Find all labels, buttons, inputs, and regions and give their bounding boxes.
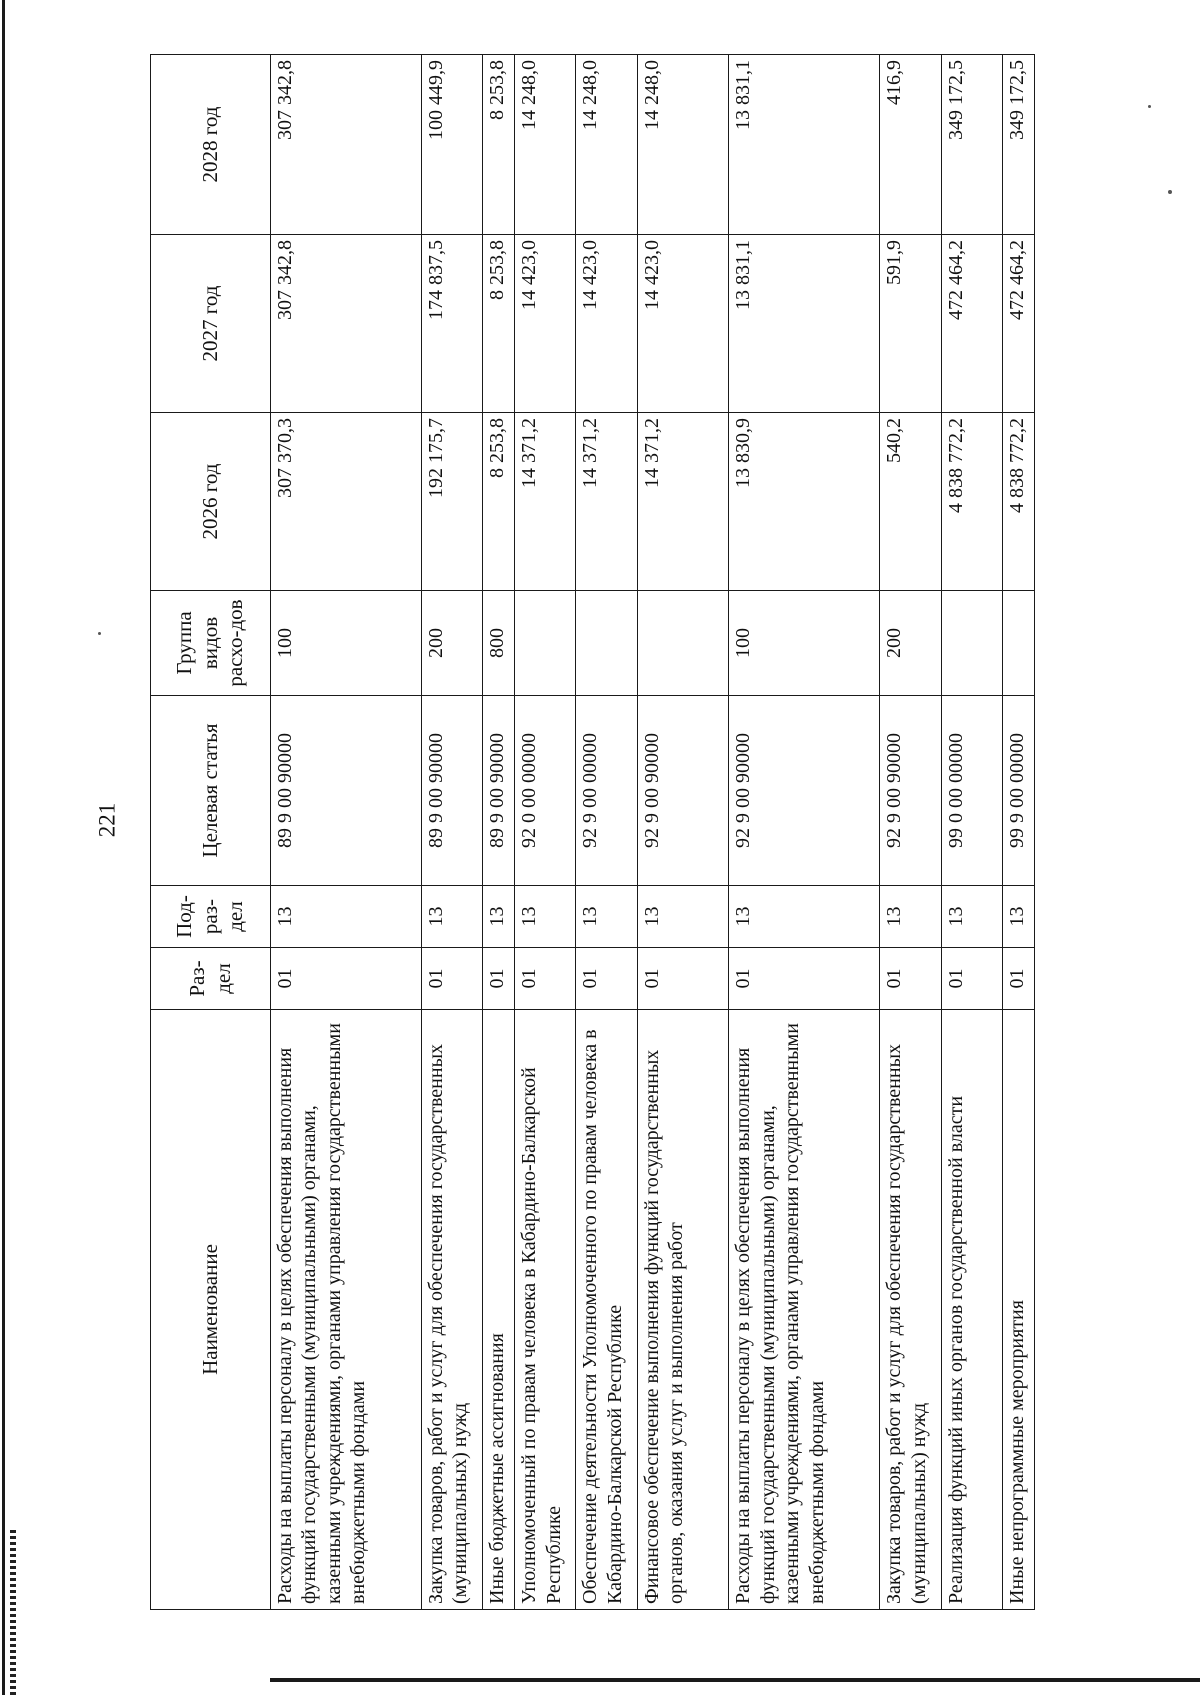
budget-table xyxy=(150,54,1035,1610)
row-2028: 307 342,8 xyxy=(271,55,422,235)
row-podrazdel: 13 xyxy=(515,886,576,948)
row-2028: 8 253,8 xyxy=(483,55,515,235)
row-gruppa: 200 xyxy=(880,591,941,696)
row-2026: 13 830,9 xyxy=(729,413,880,591)
row-gruppa: 200 xyxy=(421,591,482,696)
row-gruppa xyxy=(941,591,1002,696)
header-2026: 2026 год xyxy=(151,413,271,591)
table-row xyxy=(1002,55,1034,1610)
row-2027: 307 342,8 xyxy=(271,235,422,413)
page-number: 221 xyxy=(94,802,120,838)
row-gruppa xyxy=(515,591,576,696)
row-podrazdel: 13 xyxy=(880,886,941,948)
rotated-page xyxy=(150,55,1035,1610)
row-name: Реализация функций иных органов государственной власти xyxy=(941,1010,1002,1610)
row-name: Иные бюджетные ассигнования xyxy=(483,1010,515,1610)
row-2028: 349 172,5 xyxy=(941,55,1002,235)
row-2028: 13 831,1 xyxy=(729,55,880,235)
header-gruppa: Группа видов расхо-дов xyxy=(151,591,271,696)
row-name: Расходы на выплаты персоналу в целях обеспечения выполнения функций государственными (муниципальными) органами, казенными учреждениями, органами управления государственными внебюджетными фондами xyxy=(729,1010,880,1610)
row-celevaya: 89 9 00 90000 xyxy=(421,696,482,886)
row-celevaya: 89 9 00 90000 xyxy=(271,696,422,886)
table-row xyxy=(880,55,941,1610)
row-2028: 14 248,0 xyxy=(576,55,637,235)
row-2028: 100 449,9 xyxy=(421,55,482,235)
row-celevaya: 99 9 00 00000 xyxy=(1002,696,1034,886)
row-razdel: 01 xyxy=(941,948,1002,1010)
header-2028: 2028 год xyxy=(151,55,271,235)
row-2027: 13 831,1 xyxy=(729,235,880,413)
row-2027: 14 423,0 xyxy=(637,235,729,413)
table-row xyxy=(941,55,1002,1610)
row-gruppa xyxy=(1002,591,1034,696)
row-razdel: 01 xyxy=(576,948,637,1010)
row-2026: 14 371,2 xyxy=(637,413,729,591)
header-name: Наименование xyxy=(151,1010,271,1610)
row-gruppa: 800 xyxy=(483,591,515,696)
header-razdel: Раз-дел xyxy=(151,948,271,1010)
table-row xyxy=(483,55,515,1610)
row-razdel: 01 xyxy=(421,948,482,1010)
scan-speck xyxy=(98,632,101,635)
row-2026: 307 370,3 xyxy=(271,413,422,591)
row-name: Расходы на выплаты персоналу в целях обеспечения выполнения функций государственными (муниципальными) органами, казенными учреждениями, органами управления государственными внебюджетными фондами xyxy=(271,1010,422,1610)
scan-binding-marks xyxy=(10,1530,16,1695)
row-2028: 14 248,0 xyxy=(515,55,576,235)
row-2026: 8 253,8 xyxy=(483,413,515,591)
row-2026: 4 838 772,2 xyxy=(1002,413,1034,591)
row-2027: 8 253,8 xyxy=(483,235,515,413)
table-row xyxy=(576,55,637,1610)
row-razdel: 01 xyxy=(880,948,941,1010)
row-celevaya: 99 0 00 00000 xyxy=(941,696,1002,886)
row-2026: 192 175,7 xyxy=(421,413,482,591)
row-2026: 14 371,2 xyxy=(576,413,637,591)
row-razdel: 01 xyxy=(729,948,880,1010)
row-celevaya: 92 9 00 90000 xyxy=(880,696,941,886)
scan-edge xyxy=(2,0,5,1695)
row-gruppa xyxy=(637,591,729,696)
row-name: Уполномоченный по правам человека в Кабардино-Балкарской Республике xyxy=(515,1010,576,1610)
row-gruppa: 100 xyxy=(271,591,422,696)
row-name: Иные непрограммные мероприятия xyxy=(1002,1010,1034,1610)
row-2026: 14 371,2 xyxy=(515,413,576,591)
row-razdel: 01 xyxy=(637,948,729,1010)
row-name: Обеспечение деятельности Уполномоченного по правам человека в Кабардино-Балкарской Республике xyxy=(576,1010,637,1610)
row-razdel: 01 xyxy=(483,948,515,1010)
row-2028: 349 172,5 xyxy=(1002,55,1034,235)
row-gruppa xyxy=(576,591,637,696)
table-row xyxy=(421,55,482,1610)
row-name: Закупка товаров, работ и услуг для обеспечения государственных (муниципальных) нужд xyxy=(880,1010,941,1610)
row-podrazdel: 13 xyxy=(941,886,1002,948)
row-2027: 14 423,0 xyxy=(515,235,576,413)
row-celevaya: 89 9 00 90000 xyxy=(483,696,515,886)
row-celevaya: 92 0 00 00000 xyxy=(515,696,576,886)
row-podrazdel: 13 xyxy=(421,886,482,948)
row-celevaya: 92 9 00 00000 xyxy=(576,696,637,886)
row-gruppa: 100 xyxy=(729,591,880,696)
row-razdel: 01 xyxy=(515,948,576,1010)
row-2027: 591,9 xyxy=(880,235,941,413)
row-razdel: 01 xyxy=(271,948,422,1010)
scan-speck xyxy=(1148,105,1151,108)
table-row xyxy=(637,55,729,1610)
row-2027: 14 423,0 xyxy=(576,235,637,413)
row-2027: 472 464,2 xyxy=(941,235,1002,413)
table-row xyxy=(729,55,880,1610)
scan-speck xyxy=(1168,190,1172,194)
row-podrazdel: 13 xyxy=(1002,886,1034,948)
header-celevaya-statya: Целевая статья xyxy=(151,696,271,886)
row-celevaya: 92 9 00 90000 xyxy=(729,696,880,886)
row-2026: 540,2 xyxy=(880,413,941,591)
scan-edge-bottom xyxy=(270,1678,1200,1682)
row-podrazdel: 13 xyxy=(483,886,515,948)
row-podrazdel: 13 xyxy=(576,886,637,948)
header-podrazdel: Под-раз-дел xyxy=(151,886,271,948)
row-2027: 174 837,5 xyxy=(421,235,482,413)
row-2028: 416,9 xyxy=(880,55,941,235)
table-row xyxy=(271,55,422,1610)
row-podrazdel: 13 xyxy=(729,886,880,948)
header-2027: 2027 год xyxy=(151,235,271,413)
row-podrazdel: 13 xyxy=(637,886,729,948)
row-razdel: 01 xyxy=(1002,948,1034,1010)
table-header-row xyxy=(151,55,271,1610)
table-row xyxy=(515,55,576,1610)
row-podrazdel: 13 xyxy=(271,886,422,948)
row-celevaya: 92 9 00 90000 xyxy=(637,696,729,886)
row-2026: 4 838 772,2 xyxy=(941,413,1002,591)
row-name: Финансовое обеспечение выполнения функций государственных органов, оказания услуг и выполнения работ xyxy=(637,1010,729,1610)
row-name: Закупка товаров, работ и услуг для обеспечения государственных (муниципальных) нужд xyxy=(421,1010,482,1610)
row-2027: 472 464,2 xyxy=(1002,235,1034,413)
row-2028: 14 248,0 xyxy=(637,55,729,235)
